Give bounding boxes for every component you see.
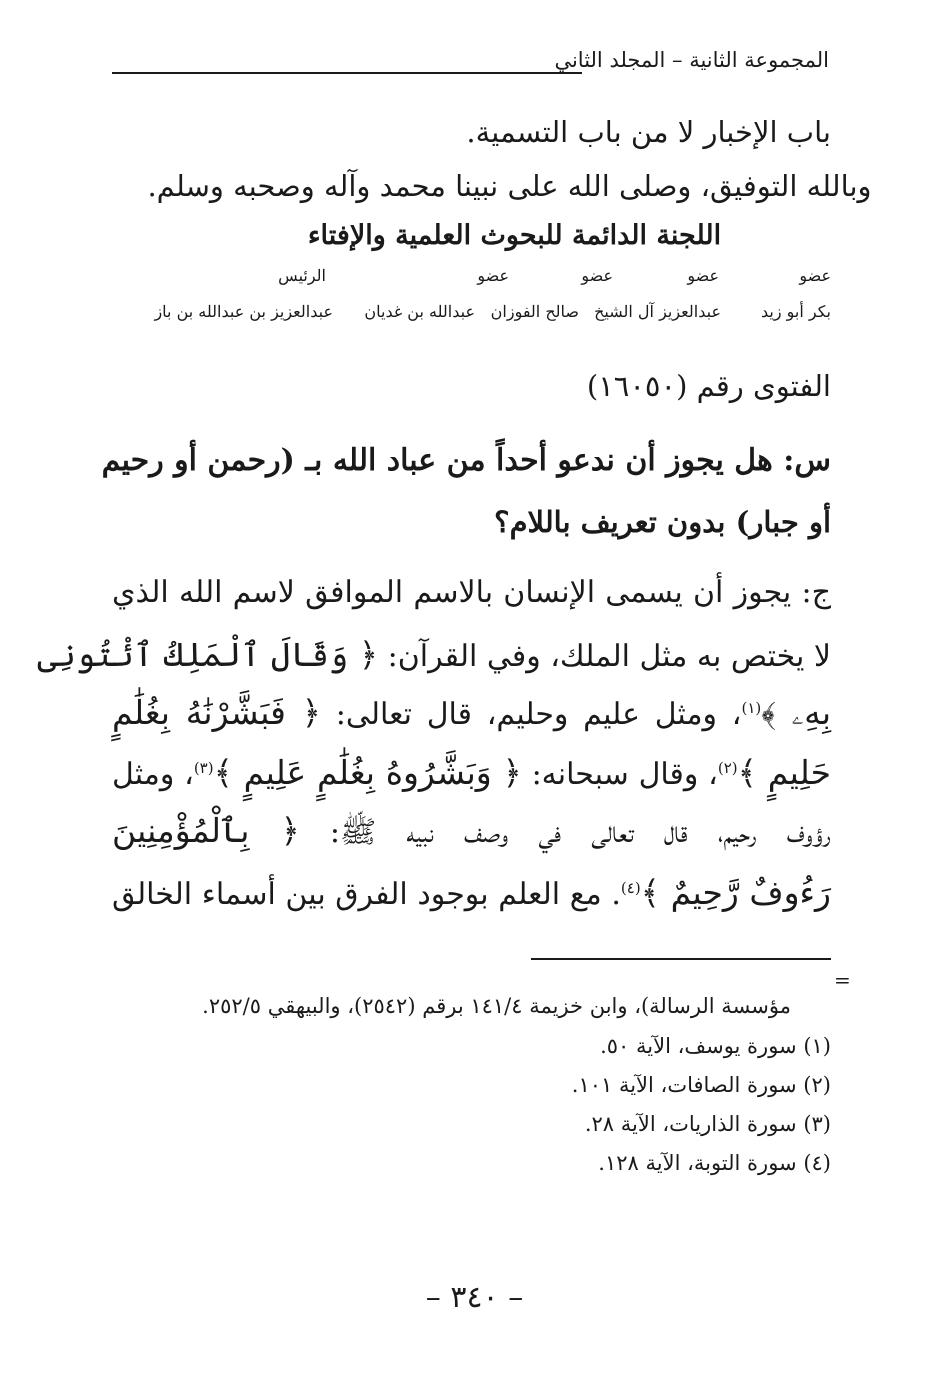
footnote-2: (٢) سورة الصافات، الآية ١٠١.	[571, 1073, 831, 1097]
member-role: عضو	[477, 266, 509, 285]
closing-salutation: وبالله التوفيق، وصلى الله على نبينا محمد وآله وصحبه وسلم.	[147, 169, 872, 203]
answer-text: . مع العلم بوجود الفرق بين أسماء الخالق	[112, 877, 621, 912]
answer-line-4	[112, 753, 831, 792]
question-line-1: س: هل يجوز أن ندعو أحداً من عباد الله بـ (رحمن أو رحيم	[101, 443, 831, 478]
footnote-ref: (٢)	[717, 759, 738, 777]
quran-quote: حَلِيمٍ ﴾	[737, 753, 831, 792]
quran-quote: ﴿ فَبَشَّرْنَٰهُ بِغُلَٰمٍ	[112, 693, 321, 732]
footnote-rule	[531, 958, 831, 960]
answer-line-1: ج: يجوز أن يسمى الإنسان بالاسم الموافق لاسم الله الذي	[112, 575, 831, 610]
footnote-continuation-mark: =	[834, 968, 851, 992]
member-role: عضو	[687, 266, 719, 285]
fatwa-number: الفتوى رقم (١٦٠٥٠)	[586, 369, 831, 403]
member-name: بكر أبو زيد	[760, 302, 831, 321]
answer-text: لا يختص به مثل الملك، وفي القرآن:	[387, 639, 831, 674]
committee-roles-row	[112, 266, 831, 288]
answer-line-6	[112, 873, 831, 912]
page-number: – ٣٤٠ –	[425, 1280, 524, 1315]
quran-quote: ﴿ بِٱلْمُؤْمِنِينَ	[112, 811, 300, 850]
question-line-2: أو جبار) بدون تعريف باللام؟	[494, 505, 831, 539]
committee-names-row	[112, 302, 831, 324]
answer-text: ، ومثل عليم وحليم، قال تعالى:	[335, 697, 742, 732]
answer-text: رؤوف رحيم، قال تعالى في وصف نبيه ﷺ:	[329, 815, 831, 850]
footnote-ref: (٣)	[193, 759, 214, 777]
member-name: عبدالعزيز آل الشيخ	[594, 302, 721, 321]
footnote-ref: (٤)	[620, 879, 641, 897]
chairman-role: الرئيس	[278, 266, 326, 285]
footnote-3: (٣) سورة الذاريات، الآية ٢٨.	[584, 1112, 831, 1136]
quran-quote: ﴿ وَبَشَّرُوهُ بِغُلَٰمٍ عَلِيمٍ ﴾	[213, 753, 522, 792]
quran-quote: بِهِۦ ﴾	[761, 693, 831, 732]
quran-quote: رَءُوفٌ رَّحِيمٌ ﴾	[640, 873, 831, 912]
footnote-ref: (١)	[741, 699, 762, 717]
continuation-line-1: باب الإخبار لا من باب التسمية.	[466, 115, 831, 149]
member-role: عضو	[581, 266, 613, 285]
committee-title: اللجنة الدائمة للبحوث العلمية والإفتاء	[307, 220, 722, 251]
header-rule	[112, 72, 582, 74]
member-name: عبدالله بن غديان	[364, 302, 475, 321]
answer-text: ، وقال سبحانه:	[531, 757, 718, 792]
footnote-continuation: مؤسسة الرسالة)، وابن خزيمة ١٤١/٤ برقم (٢٥٤٢)، والبيهقي ٢٥٢/٥.	[202, 994, 791, 1018]
quran-quote: ﴿ وَقَالَ ٱلْمَلِكُ ٱئْتُونِى	[37, 635, 379, 674]
answer-line-2	[37, 635, 831, 674]
running-header: المجموعة الثانية – المجلد الثاني	[554, 48, 829, 72]
member-role: عضو	[799, 266, 831, 285]
member-name: صالح الفوزان	[490, 302, 579, 321]
answer-text: ، ومثل	[112, 757, 194, 792]
answer-line-3	[112, 693, 831, 732]
chairman-name: عبدالعزيز بن عبدالله بن باز	[154, 302, 333, 321]
answer-line-5	[112, 811, 831, 850]
footnote-4: (٤) سورة التوبة، الآية ١٢٨.	[598, 1151, 831, 1175]
footnote-1: (١) سورة يوسف، الآية ٥٠.	[600, 1034, 831, 1058]
